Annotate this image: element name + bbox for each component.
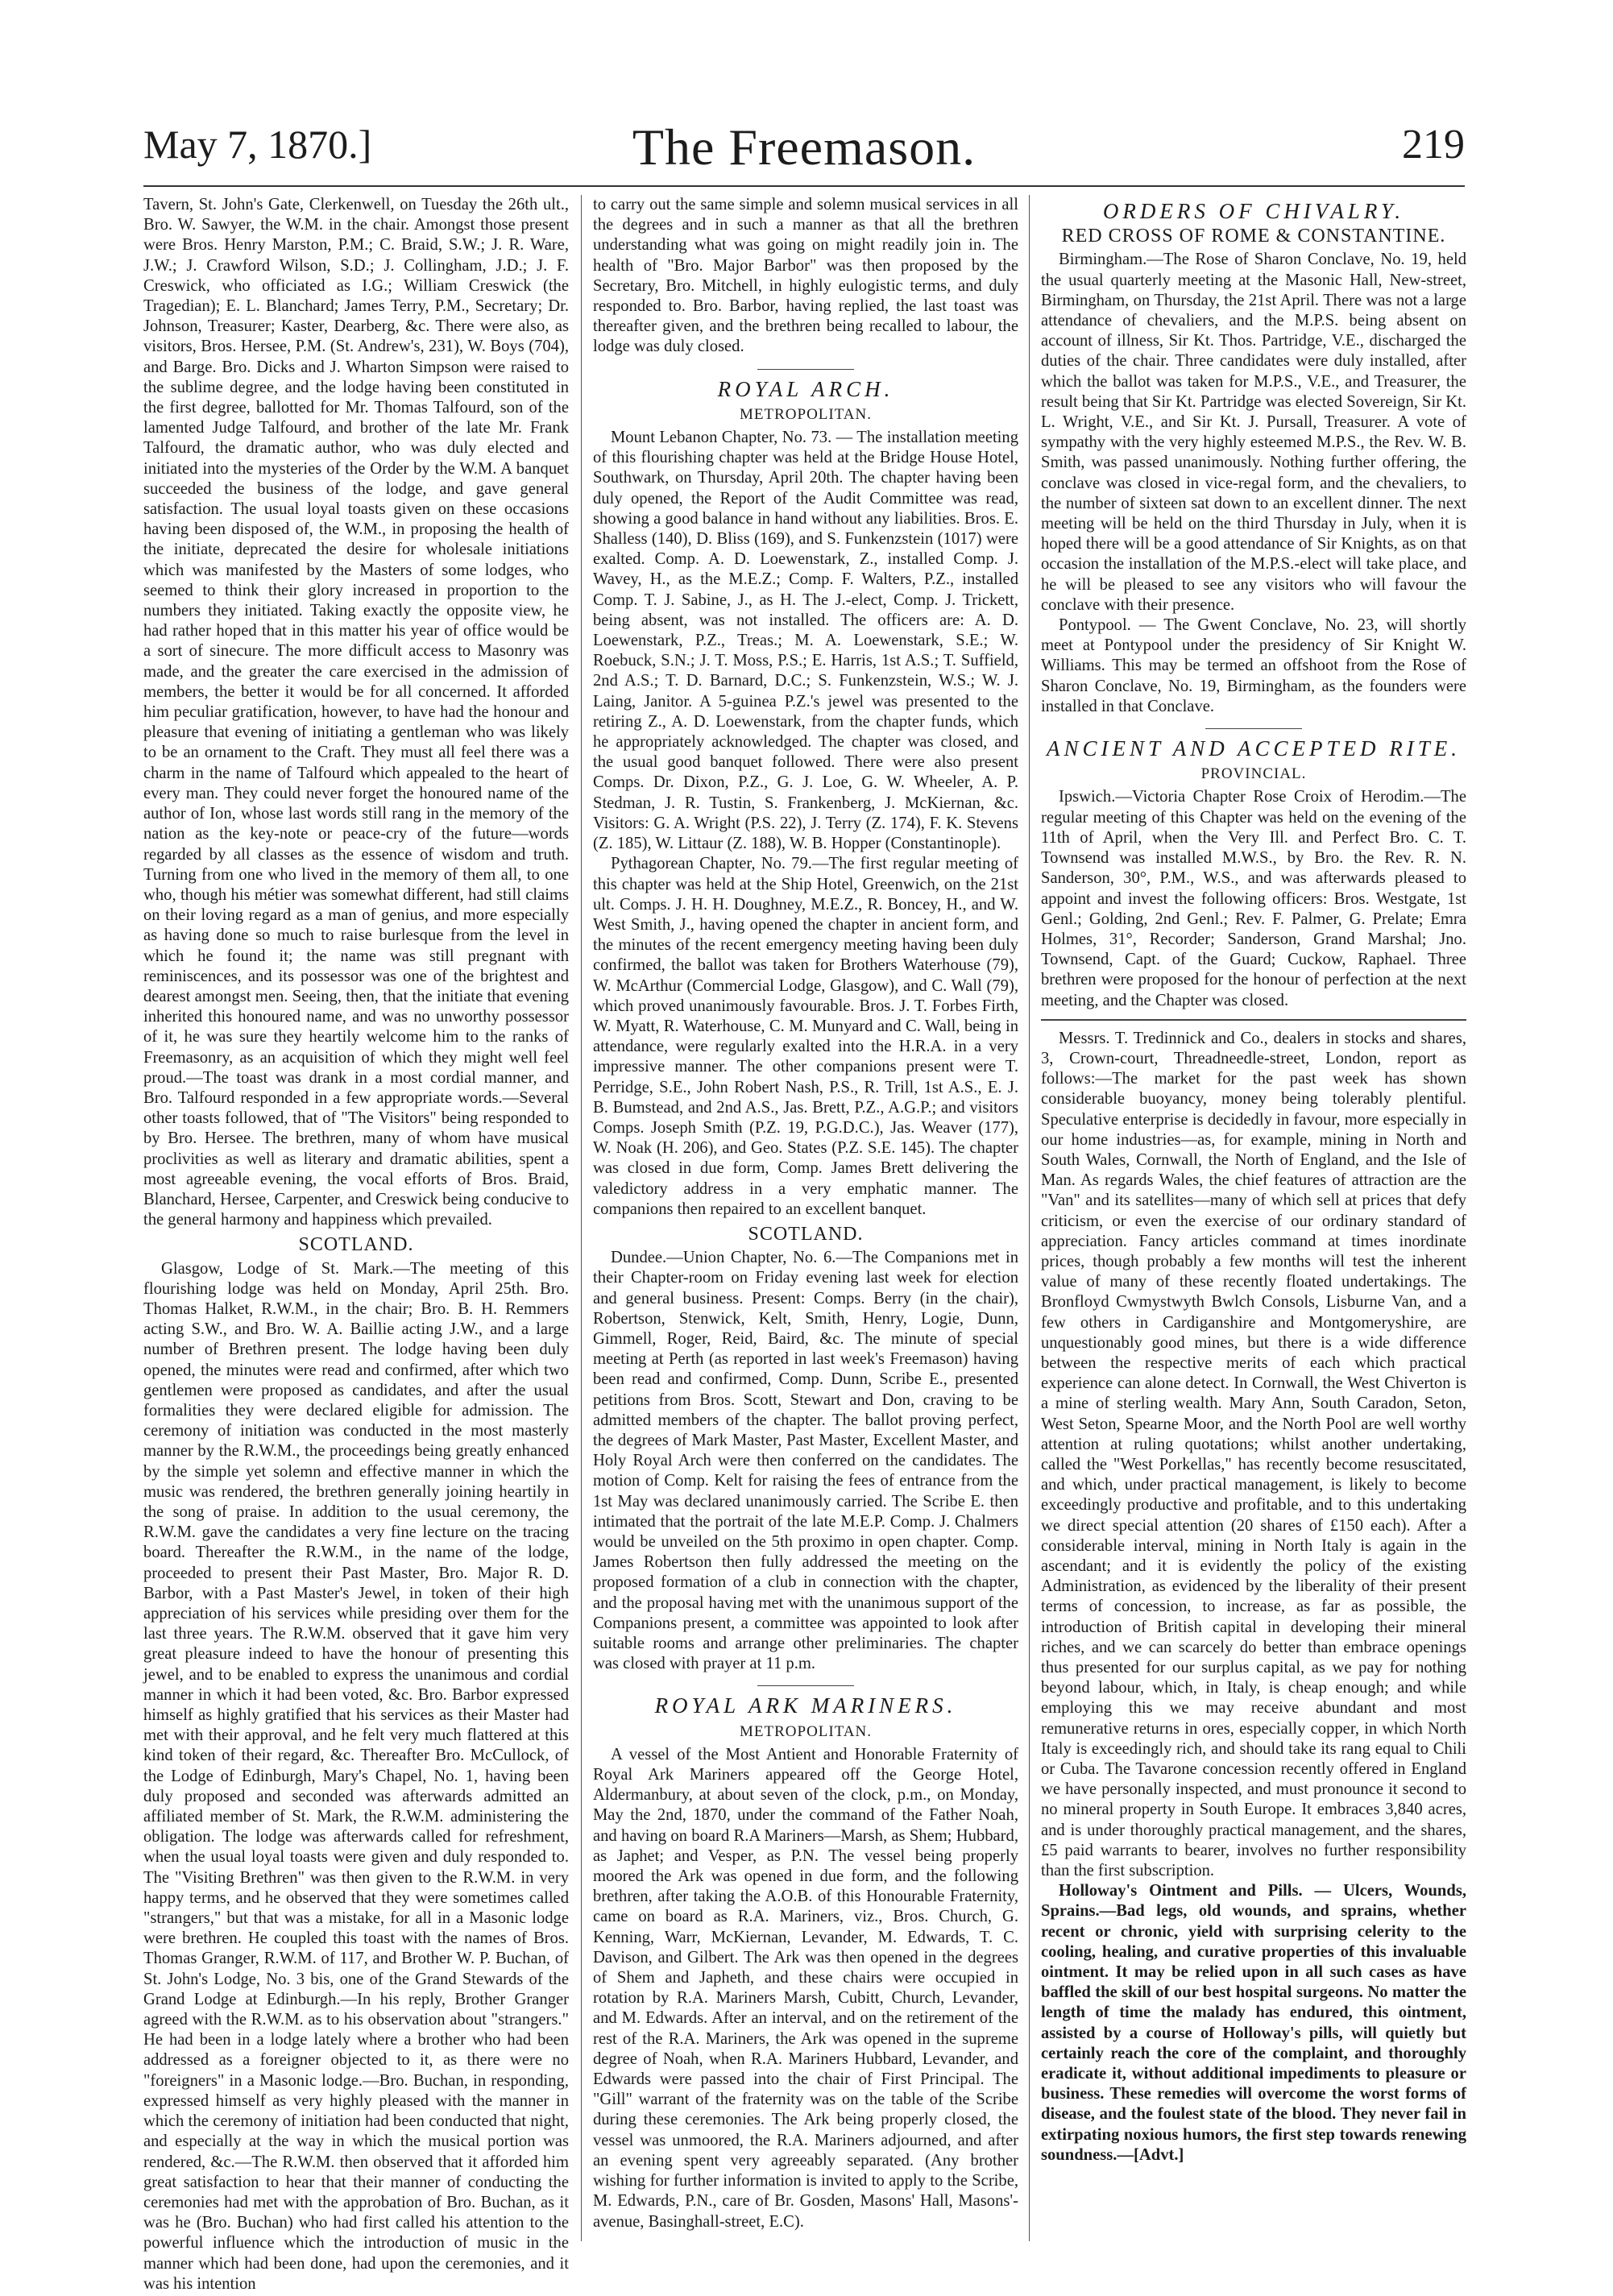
header-rule xyxy=(143,185,1465,187)
heading-scotland: SCOTLAND. xyxy=(298,1234,414,1256)
glasgow-report-continued: to carry out the same simple and solemn musical services in all the degrees and in such a manner as that all the brethren understanding what was going on might readily join in. The health of "Bro. Major Barbor" was then proposed by the Secretary, Bro. Mitchell, in highly eulogistic terms, and duly responded to. Bro. Barbor, having replied, the last toast was thereafter given, and the brethren being recalled to labour, the lodge was duly closed. xyxy=(593,196,1018,356)
birmingham-report: Birmingham.—The Rose of Sharon Conclave, No. 19, held the usual quarterly meeting at the Masonic Hall, New-street, Birmingham, on Thursday, the 21st April. There was not a large attendance of chevaliers, and the M.P.S. being absent on account of illness, Sir Kt. Thos. Partridge, V.E., discharged the duties of the chair. Three candidates were duly installed, after which the ballot was taken for M.P.S., V.E., and Treasurer, the result being that Sir Kt. Partridge was elected Sovereign, Sir Kt. L. Wright, V.E., and Sir Kt. J. Pursall, Treasurer. A vote of sympathy with the very highly esteemed M.P.S., the Rev. W. B. Smith, was passed unanimously. Nothing further offering, the conclave was closed in vice-regal form, and the chevaliers, to the number of sixteen sat down to an excellent dinner. The next meeting will be held on the third Thursday in July, when it is hoped there will be a good attendance of Sir Knights, as on that occasion the installation of the M.P.S.-elect will take place, and he will be pleased to see any visitors who will favour the conclave with their presence. xyxy=(1041,251,1466,614)
heading-metropolitan-2: METROPOLITAN. xyxy=(740,1722,872,1740)
market-report: Messrs. T. Tredinnick and Co., dealers in stocks and shares, 3, Crown-court, Threadneedle-street, London, report as follows:—The market for the past week has shown considerable buoyancy, money being tolerably plentiful. Speculative enterprise is decidedly in favour, more especially in our home industries—as, for example, mining in North and South Wales, Cornwall, the North of England, and the Isle of Man. As regards Wales, the chief features of attraction are the "Van" and its satellites—many of which sell at prices that defy criticism, or even the exercise of our ordinary standard of appreciation. Fancy articles command at times inordinate prices, though probably a few months will test the inherent value of many of these recently floated undertakings. The Bronfloyd Cwmystwyth Bwlch Consols, Lisburne Van, and a few others in Cardiganshire and Montgomeryshire, are unquestionably good mines, but there is a wide difference between the respective merits of each which practical experience can alone detect. In Cornwall, the West Chiverton is a mine of sterling wealth. Mary Ann, South Caradon, Seton, West Seton, Spearne Moor, and the North Pool are well worthy attention at ruling quotations; whilst another undertaking, called the "West Porkellas," has recently become resuscitated, and which, under practical management, is likely to become exceedingly productive and profitable, and to this undertaking we direct special attention (20 shares of £150 each). After a considerable interval, mining in North Italy is again in the ascendant; and it is evidently the policy of the existing Administration, as evidenced by the liberality of their present terms of concession, to increase, as far as possible, the introduction of British capital in developing their mineral riches, and we can scarcely do better than embrace openings thus presented for our surplus capital, as we pay for nothing beyond labour, which, in Italy, is cheap enough; and while employing this we may receive abundant and most remunerative returns in ores, especially copper, in which North Italy is exceedingly rich, and should take its rang equal to Chili or Cuba. The Tavarone concession recently offered in England we have personally inspected, and must pronounce it second to no mineral property in South Europe. It embraces 3,840 acres, and is under thoroughly practical management, and the shares, £5 paid warrants to bearer, involves no further responsibility than the first subscription. xyxy=(1041,1029,1466,1880)
heading-orders-of-chivalry: ORDERS OF CHIVALRY. xyxy=(1102,199,1405,223)
column-2 xyxy=(593,195,1018,2241)
page-number: 219 xyxy=(1402,122,1465,168)
column-divider xyxy=(1029,195,1030,2241)
masthead xyxy=(143,118,1465,185)
heading-red-cross: RED CROSS OF ROME & CONSTANTINE. xyxy=(1061,226,1446,247)
glasgow-report: Glasgow, Lodge of St. Mark.—The meeting of this flourishing lodge was held on Monday, April 25th. Bro. Thomas Halket, R.W.M., in the chair; Bro. B. H. Remmers acting S.W., and Bro. W. A. Baillie acting J.W., and a large number of Brethren present. The lodge having been duly opened, the minutes were read and confirmed, after which two gentlemen were proposed as candidates, and after the usual formalities they were declared eligible for admission. The ceremony of initiation was conducted in the most masterly manner by the R.W.M., the proceedings being greatly enhanced by the simple yet solemn and effective manner in which the music was rendered, the brethren generally joining heartily in the song of praise. In addition to the usual ceremony, the R.W.M. gave the candidates a very fine lecture on the tracing board. Thereafter the R.W.M., in the name of the lodge, proceeded to present their Past Master, Bro. Major R. D. Barbor, with a Past Master's Jewel, in token of their high appreciation of his services while presiding over them for the last three years. The R.W.M. observed that it gave him very great pleasure indeed to have the honour of presenting this jewel, and to be enabled to express the unanimous and cordial manner in which it had been voted, &c. Bro. Barbor expressed himself as highly gratified that his services as their Master had met with their approval, and he felt very much flattered at this kind token of their regard, &c. Thereafter Bro. McCullock, of the Lodge of Edinburgh, Mary's Chapel, No. 1, having been duly proposed and seconded was afterwards admitted an affiliated member of St. Mark, the R.W.M. administering the obligation. The lodge was afterwards called for refreshment, when the usual loyal toasts were given and duly responded to. The "Visiting Brethren" was then given to the R.W.M. in very happy terms, and he observed that they were sometimes called "strangers," but that was a mistake, for all in a Masonic lodge were brethren. He coupled this toast with the names of Bros. Thomas Granger, R.W.M. of 117, and Brother W. P. Buchan, of St. John's Lodge, No. 3 bis, one of the Grand Stewards of the Grand Lodge at Edinburgh.—In his reply, Brother Granger agreed with the R.W.M. as to his observation about "strangers." He had been in a lodge lately where a brother who had been addressed as a foreigner objected to it, as there were no "foreigners" in a Masonic lodge.—Bro. Buchan, in responding, expressed himself as very highly pleased with the manner in which the ceremony of initiation had been conducted that night, and especially at the way in which the musical portion was rendered, &c.—The R.W.M. then observed that it afforded him great satisfaction to hear that their manner of conducting the ceremonies had met with the approbation of Bro. Buchan, as it was he (Bro. Buchan) who had first called his attention to the powerful influence which the introduction of music in the manner which had been done, had upon the ceremonies, and it was his intention xyxy=(143,1259,569,2293)
column-divider xyxy=(581,195,582,2241)
heading-scotland-2: SCOTLAND. xyxy=(748,1223,864,1245)
column-3 xyxy=(1041,195,1466,2241)
pythagorean-report: Pythagorean Chapter, No. 79.—The first regular meeting of this chapter was held at the Ship Hotel, Greenwich, on the 21st ult. Comps. J. H. H. Doughney, M.E.Z., R. Boncey, H., and W. West Smith, J., having opened the chapter in ancient form, and the minutes of the recent emergency meeting having been duly confirmed, the ballot was taken for Brothers Waterhouse (79), W. McArthur (Commercial Lodge, Glasgow), and C. Wall (79), which proved unanimously favourable. Bros. J. T. Forbes Firth, W. Myatt, R. Waterhouse, C. M. Munyard and C. Wall, being in attendance, were regularly exalted into the H.R.A. in a very impressive manner. The other companions present were T. Perridge, S.E., John Robert Nash, P.S., R. Trill, 1st A.S., E. J. B. Bumstead, and 2nd A.S., Jas. Brett, P.Z., A.G.P.; and visitors Comps. Joseph Smith (P.Z. 19, P.G.D.C.), Jas. Weaver (177), W. Noak (H. 206), and Geo. States (P.Z. S.E. 145). The chapter was closed in due form, Comp. James Brett delivering the valedictory address in a very emphatic manner. The companions then repaired to an excellent banquet. xyxy=(593,855,1018,1218)
pontypool-report: Pontypool. — The Gwent Conclave, No. 23, will shortly meet at Pontypool under the presidency of Sir Knight W. Williams. This may be termed an offshoot from the Rose of Sharon Conclave, No. 19, Birmingham, as the founders were installed in that Conclave. xyxy=(1041,616,1466,715)
dundee-report: Dundee.—Union Chapter, No. 6.—The Companions met in their Chapter-room on Friday evening last week for election and general business. Present: Comps. Berry (in the chair), Robertson, Stenwick, Kelt, Smith, Henry, Logie, Dunn, Gimmell, Roger, Reid, Baird, &c. The minute of special meeting at Perth (as reported in last week's Freemason) having been read and confirmed, Comp. Dunn, Scribe E., presented petitions from Bros. Scott, Stewart and Don, craving to be admitted members of the chapter. The ballot proving perfect, the degrees of Mark Master, Past Master, Excellent Master, and Holy Royal Arch were then conferred on the candidates. The motion of Comp. Kelt for raising the fees of entrance from the 1st May was declared unanimously carried. The Scribe E. then intimated that the portrait of the late M.E.P. Comp. J. Chalmers would be unveiled on the 5th proximo in open chapter. Comp. James Robertson then fully addressed the meeting on the proposed formation of a club in connection with the chapter, and the proposal having met with the unanimous support of the Companions present, a committee was appointed to look after suitable rooms and arrange other preliminaries. The chapter was closed with prayer at 11 p.m. xyxy=(593,1249,1018,1673)
issue-date: May 7, 1870.] xyxy=(143,122,372,167)
section-rule-full xyxy=(1041,1019,1466,1021)
heading-royal-ark-mariners: ROYAL ARK MARINERS. xyxy=(654,1693,957,1718)
section-rule xyxy=(1205,728,1302,729)
lodge-report-continued: Tavern, St. John's Gate, Clerkenwell, on Tuesday the 26th ult., Bro. W. Sawyer, the W.M. in the chair. Amongst those present were Bros. Henry Marston, P.M.; C. Braid, S.W.; J. R. Ware, J.W.; J. Crawford Wilson, S.D.; J. Collingham, J.D.; J. F. Creswick, who officiated as I.G.; William Creswick (the Tragedian); E. L. Blanchard; James Terry, P.M., Secretary; Dr. Johnson, Treasurer; Kaster, Dearberg, &c. There were also, as visitors, Bros. Hersee, P.M. (St. Andrew's, 231), W. Boys (704), and Barge. Bro. Dicks and J. Wharton Simpson were raised to the sublime degree, and the lodge having been constituted in the first degree, ballotted for Mr. Thomas Talfourd, son of the lamented Judge Talfourd, and brother of the late Mr. Frank Talfourd, the dramatic author, who was duly elected and initiated into the mysteries of the Order by the W.M. A banquet succeeded the business of the lodge, and gave general satisfaction. The usual loyal toasts given on these occasions having been disposed of, the W.M., in proposing the health of the initiate, deprecated the desire for wholesale initiations which was manifested by the Masters of some lodges, who seemed to think their glory increased in proportion to the numbers they initiated. Taking exactly the opposite view, he had rather hoped that in this matter his year of office would be a sort of sinecure. The more difficult access to Masonry was made, and the greater the care exercised in the admission of members, the better it would be for all concerned. It afforded him peculiar gratification, however, to have had the honour and pleasure that evening of initiating a gentleman who was likely to be an ornament to the Craft. They must all feel there was a charm in the name of Talfourd which appealed to the heart of every man. They could never forget the honoured name of the author of Ion, whose last words still rang in the memory of the nation as the key-note or peace-cry of the future—words regarded by all classes as the essence of wisdom and truth. Turning from one who lived in the memory of them all, to one who, though his métier was somewhat different, had still claims on their loving regard as a man of genius, and more especially as having done so much to raise burlesque from the level in which he found it; the name was still pregnant with reminiscences, and its possessor was one of the brightest and dearest amongst men. Seeing, then, that the initiate that evening inherited this honoured name, and was no unworthy possessor of it, he was sure they heartily welcome him to the ranks of Freemasonry, as an acquisition of which they might well feel proud.—The toast was drank in a most cordial manner, and Bro. Talfourd responded in a few appropriate words.—Several other toasts followed, that of "The Visitors" being responded to by Bro. Hersee. The brethren, many of whom have musical proclivities as well as literary and dramatic abilities, spent a most agreeable evening, the vocal efforts of Bros. Braid, Blanchard, Hersee, Carpenter, and Creswick being conducive to the general harmony and happiness which prevailed. xyxy=(143,196,569,1229)
heading-provincial: PROVINCIAL. xyxy=(1200,765,1307,783)
ipswich-report: Ipswich.—Victoria Chapter Rose Croix of Herodim.—The regular meeting of this Chapter was held on the evening of the 11th of April, when the Very Ill. and Perfect Bro. C. T. Townsend was installed M.W.S., by Bro. the Rev. R. N. Sanderson, 30°, P.M., W.S., and was afterwards pleased to appoint and invest the following officers: Bros. Westgate, 1st Genl.; Golding, 2nd Genl.; Rev. F. Palmer, G. Prelate; Emra Holmes, 31°, Recorder; Sanderson, Grand Marshal; Jno. Townsend, Capt. of the Guard; Cuckow, Raphael. Three brethren were proposed for the honour of perfection at the next meeting, and the Chapter was closed. xyxy=(1041,788,1466,1009)
ark-mariners-report: A vessel of the Most Antient and Honorable Fraternity of Royal Ark Mariners appeared off the George Hotel, Aldermanbury, at about seven of the clock, p.m., on Monday, May the 2nd, 1870, under the command of the Father Noah, and having on board R.A Mariners—Marsh, as Shem; Hubbard, as Japhet; and Vesper, as P.N. The vessel being properly moored the Ark was opened in due form, and the following brethren, after taking the A.O.B. of this Honourable Fraternity, came on board as R.A. Mariners, viz., Bros. Church, G. Kenning, Warr, McKiernan, Levander, M. Edwards, T. C. Davison, and Gilbert. The Ark was then opened in the degrees of Shem and Japheth, and these chairs were occupied in rotation by R.A. Mariners Marsh, Cubitt, Church, Levander, and M. Edwards. After an interval, and on the retirement of the rest of the R.A. Mariners, the Ark was opened in the supreme degree of Noah, when R.A. Mariners Hubbard, Levander, and Edwards were passed into the chair of First Principal. The "Gill" warrant of the fraternity was on the table of the Scribe during these ceremonies. The Ark being properly closed, the vessel was unmoored, the R.A. Mariners adjourned, and after an evening spent very agreeably separated. (Any brother wishing for further information is invited to apply to the Scribe, M. Edwards, P.N., care of Br. Gosden, Masons' Hall, Masons'-avenue, Basinghall-street, E.C). xyxy=(593,1745,1018,2231)
section-rule xyxy=(757,1685,854,1686)
newspaper-title: The Freemason. xyxy=(632,118,977,176)
holloway-advertisement: Holloway's Ointment and Pills. — Ulcers, Wounds, Sprains.—Bad legs, old wounds, and sprains, whether recent or chronic, yield with surprising celerity to the cooling, healing, and curative properties of this invaluable ointment. It may be relied upon in all such cases as have baffled the skill of our best hospital surgeons. No matter the length of time the malady has endured, this ointment, assisted by a course of Holloway's pills, will quietly but certainly reach the core of the complaint, and thoroughly eradicate it, without additional impediments to pleasure or business. These remedies will overcome the worst forms of disease, and the foulest state of the blood. They never fail in extirpating noxious humors, the first step towards renewing soundness.—[Advt.] xyxy=(1041,1882,1466,2164)
mount-lebanon-report: Mount Lebanon Chapter, No. 73. — The installation meeting of this flourishing chapter was held at the Bridge House Hotel, Southwark, on Thursday, April 20th. The chapter having been duly opened, the Report of the Audit Committee was read, showing a good balance in hand without any liabilities. Bros. E. Shalless (140), D. Bliss (169), and S. Funkenzstein (1017) were exalted. Comp. A. D. Loewenstark, Z., installed Comp. J. Wavey, H., as the M.E.Z.; Comp. F. Walters, P.Z., installed Comp. T. J. Sabine, J., as H. The J.-elect, Comp. J. Trickett, being absent, was not installed. The officers are: A. D. Loewenstark, P.Z., Treas.; M. A. Loewenstark, S.E.; W. Roebuck, S.N.; J. T. Moss, P.S.; E. Harris, 1st A.S.; T. Suffield, 2nd A.S.; T. D. Barnard, D.C.; S. Funkenzstein, W.S.; W. J. Laing, Janitor. A 5-guinea P.Z.'s jewel was presented to the retiring Z., A. D. Loewenstark, from the chapter funds, which he appropriately acknowledged. The chapter was closed, and the usual good banquet followed. There were also present Comps. Dr. Dixon, P.Z., G. J. Loe, G. W. Wheeler, A. P. Stedman, J. R. Tustin, S. Frankenberg, J. McKiernan, &c. Visitors: G. A. Wright (P.S. 22), J. Terry (Z. 174), F. K. Stevens (Z. 185), W. Littaur (Z. 188), W. B. Hopper (Constantinople). xyxy=(593,429,1018,853)
column-1 xyxy=(143,195,569,2293)
section-rule xyxy=(757,369,854,370)
heading-metropolitan: METROPOLITAN. xyxy=(740,405,872,423)
heading-ancient-accepted-rite: ANCIENT AND ACCEPTED RITE. xyxy=(1046,736,1462,761)
heading-royal-arch: ROYAL ARCH. xyxy=(717,376,894,401)
